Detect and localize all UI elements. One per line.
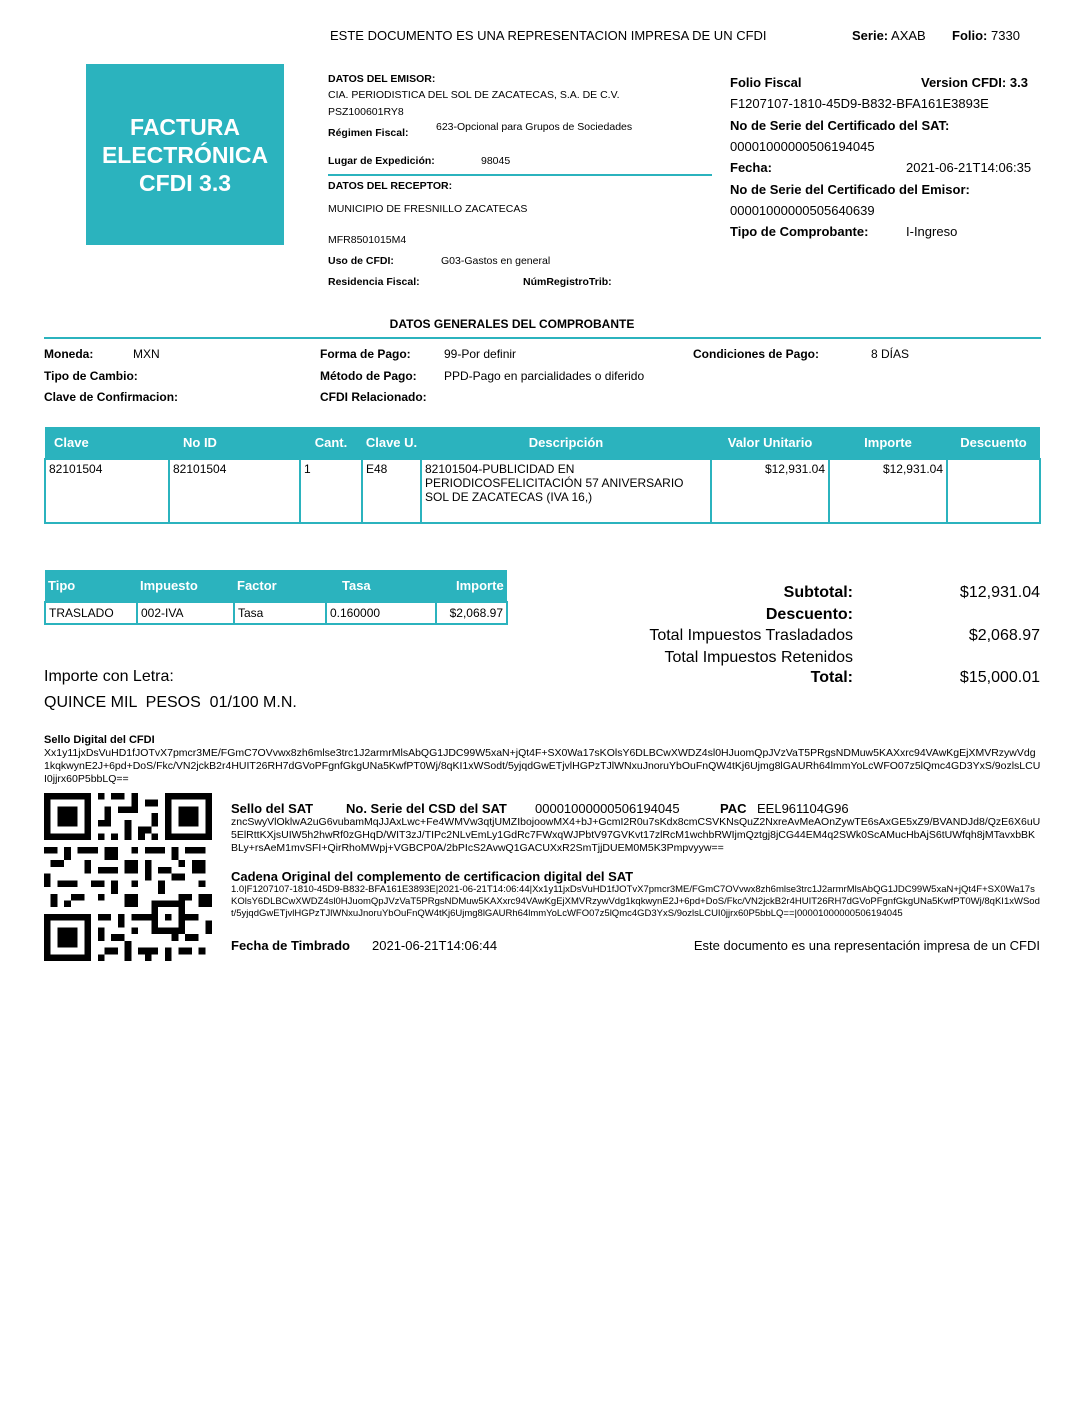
tax-cell-importe: $2,068.97: [436, 602, 507, 624]
cfdi-relacionado-label: CFDI Relacionado:: [320, 390, 427, 404]
cell-cant: 1: [300, 459, 362, 523]
total-label: Total:: [810, 669, 853, 686]
cell-clave: 82101504: [45, 459, 169, 523]
trasladados-value: $2,068.97: [968, 627, 1040, 644]
document-notice: ESTE DOCUMENTO ES UNA REPRESENTACION IMPRESA DE UN CFDI: [330, 28, 767, 43]
descuento-label: Descuento:: [765, 606, 853, 623]
sello-sat-value: zncSwyVlOklwA2uG6vubamMqJJAxLwc+Fe4WMVw3qtjUMZIbojoowMX4+bJ+GcmI2R0u7sKdx8cmCSVKNsQuZ2NxreAvMeAOnZywTE6sAxGE5xZ9/BVANDJd8/QzE6X6uU5ElRttKXjsUIW5h2hwRf0zGHqD/WIT3zJ/TIPc2NLvEmLy1GdRc7FWxqWJPbtV97GVKvt17zlRcM1wchbRWIjmQztgj8jCG44EM4q2SWk0ScAMucHbAjS6tUWfqh8jMTavxbBKBLy+rsAeM1mvSFI+QirRhoMWpj+VGBCP0A/2bPIcS2AvwQ1GACUXxR2SmTjjDUEM0M5K3Pmpvyyw==: [231, 816, 1041, 854]
sello-sat-label: Sello del SAT: [231, 801, 314, 816]
residencia-label: Residencia Fiscal:: [328, 276, 420, 288]
concepts-header-row: [45, 427, 1040, 459]
logo-line-1: FACTURA: [130, 113, 240, 140]
cadena-original-value: 1.0|F1207107-1810-45D9-B832-BFA161E3893E|2021-06-21T14:06:44|Xx1y11jxDsVuHD1fJOTvX7pmcr3ME/FGmC7OVvwx8zh6mlse3trc1J2armrMlsAbQG1JDC99W5xaN+jQt4F+SX0Wa17sKOlsY6DLBCwXWDZ4sl0HJuomQpJVzVaT5PRgsNDMuw5KAXxrc94VAwKgEjXMVRzywVdg1kqkwynE2J+6pd+DoS/Fkc/VN2jckB2r4HUIT26RH7dGVoPFgnfGkgUNa5KwfPT0Wj/8qKI1xWSodt/5yjqdGwETjvlHGPzTJlWNxuJnoruYbOuFnQW4tKj6Ujmg8lGAURh64lmmYoLcWFO07z5lQmc4GD3YxS/9ozlsLCUI0jjrx60P5bbLQ==|00001000000506194045: [231, 884, 1040, 919]
tax-col-tasa: Tasa: [326, 570, 436, 602]
receptor-name: MUNICIPIO DE FRESNILLO ZACATECAS: [328, 203, 528, 215]
emisor-name: CIA. PERIODISTICA DEL SOL DE ZACATECAS, S.A. DE C.V.: [328, 89, 620, 101]
folio-fiscal-label: Folio Fiscal: [730, 75, 802, 90]
numreg-label: NúmRegistroTrib:: [523, 276, 612, 288]
lugar-label: Lugar de Expedición:: [328, 155, 435, 167]
cell-valor-unitario: $12,931.04: [711, 459, 829, 523]
tipo-comprobante-value: I-Ingreso: [906, 224, 958, 239]
generales-divider: [44, 337, 1041, 339]
table-row: [45, 602, 507, 624]
emisor-rfc: PSZ100601RY8: [328, 106, 404, 118]
receptor-label: DATOS DEL RECEPTOR:: [328, 180, 453, 192]
col-cant: Cant.: [300, 427, 362, 459]
folio-fiscal-value: F1207107-1810-45D9-B832-BFA161E3893E: [730, 96, 989, 111]
fecha-value: 2021-06-21T14:06:35: [906, 160, 1032, 175]
taxes-table: [44, 570, 508, 625]
importe-letra-label: Importe con Letra:: [44, 668, 174, 685]
pac-label: PAC: [720, 801, 747, 816]
moneda-label: Moneda:: [44, 347, 94, 361]
tax-cell-tasa: 0.160000: [326, 602, 436, 624]
tax-col-factor: Factor: [234, 570, 326, 602]
csd-sat-value: 00001000000506194045: [535, 801, 680, 816]
serie-value: AXAB: [891, 28, 926, 43]
forma-pago-value: 99-Por definir: [444, 347, 517, 361]
condiciones-value: 8 DÍAS: [871, 347, 910, 361]
col-importe: Importe: [829, 427, 947, 459]
folio: [952, 28, 1020, 43]
pac-value: EEL961104G96: [757, 801, 849, 816]
fecha-timbrado-label: Fecha de Timbrado: [231, 938, 350, 953]
logo-line-3: CFDI 3.3: [138, 169, 232, 196]
regimen-label: Régimen Fiscal:: [328, 127, 409, 139]
sello-cfdi-value: Xx1y11jxDsVuHD1fJOTvX7pmcr3ME/FGmC7OVvwx8zh6mlse3trc1J2armrMlsAbQG1JDC99W5xaN+jQt4F+SX0Wa17sKOlsY6DLBCwXWDZ4sl0HJuomQpJVzVaT5PRgsNDMuw5KAXxrc94VAwKgEjXMVRzywVdg1kqkwynE2J+6pd+DoS/Fkc/VN2jckB2r4HUIT26RH7dGVoPFgnfGkgUNa5KwfPT0Wj/8qKI1xWSodt/5yjqdGwETjvlHGPzTJlWNxuJnoruYbOuFnQW4tKj6Ujmg8lGAURh64lmmYoLcWFO07z5lQmc4GD3YxS/9ozlsLCUI0jjrx60P5bbLQ==: [44, 747, 1041, 785]
forma-pago-label: Forma de Pago:: [320, 347, 411, 361]
emisor-label: DATOS DEL EMISOR:: [328, 73, 436, 85]
cell-descuento: [947, 459, 1040, 523]
col-descripcion: Descripción: [421, 427, 711, 459]
logo-line-2: ELECTRÓNICA: [101, 141, 269, 168]
subtotal-value: $12,931.04: [959, 584, 1040, 601]
cert-sat-label: No de Serie del Certificado del SAT:: [730, 118, 950, 133]
col-clave: Clave: [45, 427, 169, 459]
tax-cell-impuesto: 002-IVA: [137, 602, 234, 624]
emisor-divider: [328, 174, 712, 176]
serie: [852, 28, 926, 43]
metodo-pago-value: PPD-Pago en parcialidades o diferido: [444, 369, 645, 383]
cell-clave-u: E48: [362, 459, 421, 523]
concepts-table: [44, 427, 1041, 524]
condiciones-label: Condiciones de Pago:: [693, 347, 820, 361]
cell-no-id: 82101504: [169, 459, 300, 523]
cert-sat-value: 00001000000506194045: [730, 139, 875, 154]
folio-value: 7330: [991, 28, 1020, 43]
folio-label: Folio:: [952, 28, 988, 43]
qr-code-image: [44, 793, 212, 961]
retenidos-label: Total Impuestos Retenidos: [664, 649, 853, 666]
col-clave-u: Clave U.: [362, 427, 421, 459]
lugar-value: 98045: [481, 155, 511, 167]
cert-emisor-value: 00001000000505640639: [730, 203, 875, 218]
total-value: $15,000.01: [959, 669, 1040, 686]
invoice-logo-box: [86, 64, 284, 245]
metodo-pago-label: Método de Pago:: [320, 369, 417, 383]
uso-cfdi-value: G03-Gastos en general: [441, 255, 551, 267]
table-row: [45, 459, 1040, 523]
serie-label: Serie:: [852, 28, 889, 43]
cadena-original-label: Cadena Original del complemento de certificacion digital del SAT: [231, 869, 634, 884]
subtotal-label: Subtotal:: [783, 584, 853, 601]
tax-col-importe: Importe: [436, 570, 507, 602]
regimen-value: 623-Opcional para Grupos de Sociedades: [436, 121, 633, 133]
receptor-rfc: MFR8501015M4: [328, 234, 407, 246]
generales-title: DATOS GENERALES DEL COMPROBANTE: [389, 317, 635, 331]
tax-cell-tipo: TRASLADO: [45, 602, 137, 624]
tipo-cambio-label: Tipo de Cambio:: [44, 369, 138, 383]
col-descuento: Descuento: [947, 427, 1040, 459]
importe-letra-value: QUINCE MIL PESOS 01/100 M.N.: [44, 694, 297, 711]
tipo-comprobante-label: Tipo de Comprobante:: [730, 224, 869, 239]
footer-notice: Este documento es una representación impresa de un CFDI: [693, 938, 1040, 953]
tax-col-tipo: Tipo: [45, 570, 137, 602]
clave-confirmacion-label: Clave de Confirmacion:: [44, 390, 179, 404]
fecha-timbrado-value: 2021-06-21T14:06:44: [372, 938, 498, 953]
cell-importe: $12,931.04: [829, 459, 947, 523]
sello-cfdi-label: Sello Digital del CFDI: [44, 734, 155, 746]
taxes-header-row: [45, 570, 507, 602]
csd-sat-label: No. Serie del CSD del SAT: [346, 801, 507, 816]
col-valor-unitario: Valor Unitario: [711, 427, 829, 459]
fecha-label: Fecha:: [730, 160, 772, 175]
tax-col-impuesto: Impuesto: [137, 570, 234, 602]
version-cfdi: Version CFDI: 3.3: [921, 75, 1028, 90]
document-notice-line: [330, 28, 1040, 43]
cert-emisor-label: No de Serie del Certificado del Emisor:: [730, 182, 970, 197]
trasladados-label: Total Impuestos Trasladados: [649, 627, 853, 644]
cell-descripcion: 82101504-PUBLICIDAD EN PERIODICOSFELICITACIÓN 57 ANIVERSARIO SOL DE ZACATECAS (IVA 16,): [421, 459, 711, 523]
tax-cell-factor: Tasa: [234, 602, 326, 624]
moneda-value: MXN: [133, 347, 160, 361]
col-no-id: No ID: [169, 427, 300, 459]
uso-cfdi-label: Uso de CFDI:: [328, 255, 394, 267]
